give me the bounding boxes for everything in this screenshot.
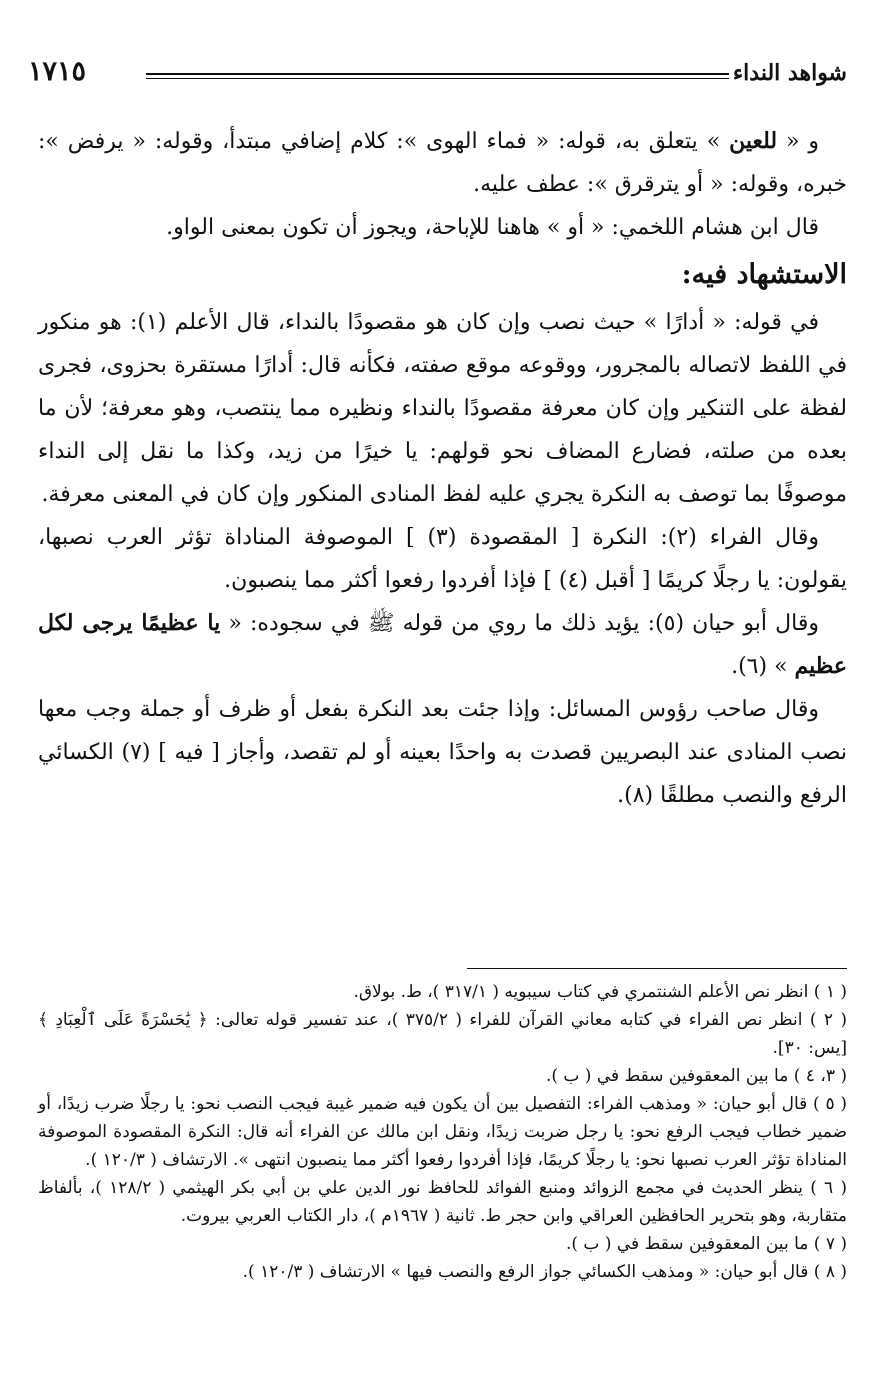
- footnote-1: ( ١ ) انظر نص الأعلم الشنتمري في كتاب سيبويه ( ٣١٧/١ )، ط. بولاق.: [353, 982, 847, 1002]
- paragraph-6: وقال صاحب رؤوس المسائل: وإذا جئت بعد النكرة بفعل أو ظرف أو جملة وجب معها نصب المنادى عند البصريين قصدت به واحدًا بعينه أو لم تقصد، وأجاز [ فيه ] (٧) الكسائي الرفع والنصب مطلقًا (٨).: [38, 697, 847, 808]
- bold-term: للعين: [729, 128, 778, 154]
- footnote-5: ( ٥ ) قال أبو حيان: « ومذهب الفراء: التفصيل بين أن يكون فيه ضمير غيبة فيجب النصب نحو: يا رجلًا ضرب زيدًا، أو ضمير خطاب فيجب الرفع نحو: يا رجل ضربت زيدًا، ونقل ابن مالك عن الفراء أنه قال: النكرة المقصودة الموصوفة المناداة تؤثر العرب نصبها نحو: يا رجلًا كريمًا، فإذا أفردوا رفعوا أكثر مما ينصبون انتهى ». الارتشاف ( ١٢٠/٣ ).: [38, 1094, 847, 1170]
- footnotes: [38, 978, 847, 1286]
- paragraph-4: وقال الفراء (٢): النكرة [ المقصودة (٣) ] الموصوفة المناداة تؤثر العرب نصبها، يقولون: يا رجلًا كريمًا [ أقبل (٤) ] فإذا أفردوا رفعوا أكثر مما ينصبون.: [38, 525, 847, 593]
- footnote-8: ( ٨ ) قال أبو حيان: « ومذهب الكسائي جواز الرفع والنصب فيها » الارتشاف ( ١٢٠/٣ ).: [242, 1262, 847, 1282]
- paragraph-1-start: و «: [777, 129, 819, 154]
- footnote-6: ( ٦ ) ينظر الحديث في مجمع الزوائد ومنبع الفوائد للحافظ نور الدين علي بن أبي بكر الهيثمي ( ١٢٨/٢ )، بألفاظ متقاربة، وهو بتحرير الحافظين العراقي وابن حجر ط. ثانية ( ١٩٦٧م )، دار الكتاب العربي بيروت.: [38, 1178, 847, 1226]
- footnote-7: ( ٧ ) ما بين المعقوفين سقط في ( ب ).: [565, 1234, 847, 1254]
- header-rule: [146, 73, 729, 79]
- chapter-title: شواهد النداء: [732, 60, 847, 86]
- footnote-3-4: ( ٣، ٤ ) ما بين المعقوفين سقط في ( ب ).: [545, 1066, 847, 1086]
- main-text: [38, 120, 847, 817]
- paragraph-3: في قوله: « أدارًا » حيث نصب وإن كان هو مقصودًا بالنداء، قال الأعلم (١): هو منكور في اللفظ لاتصاله بالمجرور، ووقوعه موقع صفته، فكأنه قال: أدارًا مستقرة بحزوى، فجرى لفظة على التنكير وإن كان معرفة مقصودًا بالنداء ونظيره مما ينتصب، وهو معرفة؛ لأن ما بعده من صلته، فضارع المضاف نحو قولهم: يا خيرًا من زيد، وكذا ما نقل إلى النداء موصوفًا بما توصف به النكرة يجري عليه لفظ المنادى المنكور وإن كان في المعنى معرفة.: [38, 310, 847, 507]
- paragraph-5-end: » (٦).: [731, 654, 795, 679]
- section-heading: الاستشهاد فيه:: [681, 259, 847, 290]
- page-number: ١٧١٥: [28, 56, 87, 87]
- footnote-2: ( ٢ ) انظر نص الفراء في كتابه معاني القرآن للفراء ( ٣٧٥/٢ )، عند تفسير قوله تعالى: ﴿ يَٰحَسْرَةً عَلَى ٱلْعِبَادِ ﴾ [يس: ٣٠].: [38, 1010, 847, 1058]
- running-header: [28, 58, 847, 92]
- paragraph-2: قال ابن هشام اللخمي: « أو » هاهنا للإباحة، ويجوز أن تكون بمعنى الواو.: [166, 215, 819, 240]
- hadith-quote: يا عظيمًا يرجى لكل عظيم: [38, 610, 847, 679]
- paragraph-5-start: وقال أبو حيان (٥): يؤيد ذلك ما روي من قوله ﷺ في سجوده: «: [220, 611, 820, 636]
- paragraph-1: [38, 120, 847, 206]
- footnote-separator: [467, 968, 847, 969]
- paragraph-5: [38, 602, 847, 688]
- paragraph-1-end: » يتعلق به، قوله: « فماء الهوى »: كلام إضافي مبتدأ، وقوله: « يرفض »: خبره، وقوله: « أو يترقرق »: عطف عليه.: [38, 129, 847, 197]
